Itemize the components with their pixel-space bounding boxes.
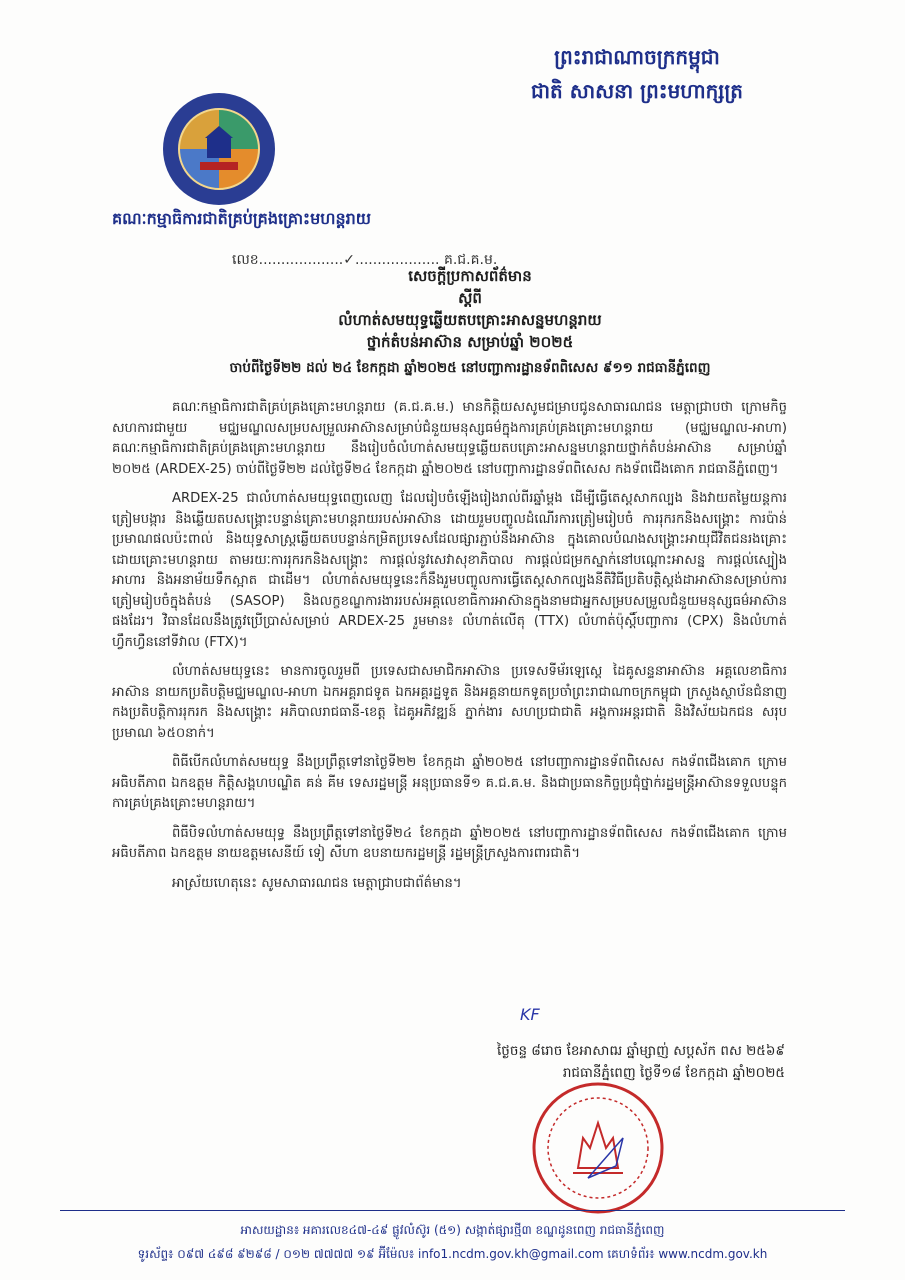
lunar-date: ថ្ងៃចន្ទ ៨រោច ខែអាសាឍ ឆ្នាំម្សាញ់ សប្តស័ក ពស ២៥៦៩: [497, 1043, 785, 1059]
kingdom-line-2: ជាតិ សាសនា ព្រះមហាក្សត្រ: [531, 79, 743, 103]
title-line-4: ថ្នាក់តំបន់អាស៊ាន សម្រាប់ឆ្នាំ ២០២៥: [366, 333, 574, 351]
document-body: [112, 398, 787, 903]
paragraph-3: លំហាត់សមយុទ្ធនេះ មានការចូលរួមពី ប្រទេសជាសមាជិកអាស៊ាន ប្រទេសទីម័រឡេស្តេ ដៃគូសន្ទនាអាស៊ាន អគ្គលេខាធិការអាស៊ាន នាយកប្រតិបត្តិមជ្ឈមណ្ឌល-អាហា ឯកអគ្គរាជទូត ឯកអគ្គរដ្ឋទូត និងអគ្គនាយកទូតប្រចាំព្រះរាជាណាចក្រកម្ពុជា ក្រសួងស្ថាប័នជំនាញ កងប្រតិបត្តិការរុករក និងសង្គ្រោះ អភិបាលរាជធានី-ខេត្ត ដៃគូអភិវឌ្ឍន៍ ភ្នាក់ងារ សហប្រជាជាតិ អង្គការអន្តរជាតិ និងវិស័យឯកជន សរុបប្រមាណ ៦៥០នាក់។: [112, 664, 787, 741]
paragraph-2: ARDEX-25 ជាលំហាត់សមយុទ្ធពេញលេញ ដែលរៀបចំឡើងរៀងរាល់ពីរឆ្នាំម្តង ដើម្បីធ្វើតេស្តសាកល្បង និងវាយតម្លៃយន្តការត្រៀមបង្ការ និងឆ្លើយតបសង្គ្រោះបន្ទាន់គ្រោះមហន្តរាយរបស់អាស៊ាន ដោយរួមបញ្ចូលដំណើរការត្រៀមរៀបចំ ការរុករកនិងសង្គ្រោះ ការប៉ាន់ប្រមាណផលប៉ះពាល់ និងយុទ្ធសាស្ត្រឆ្លើយតបបន្ទាន់កម្រិតប្រទេសដែលផ្សារភ្ជាប់នឹងអាស៊ាន ក្នុងគោលបំណងសង្គ្រោះអាយុជីវិតជនរងគ្រោះដោយគ្រោះមហន្តរាយ តាមរយៈការរុករកនិងសង្គ្រោះ ការផ្តល់នូវសេវាសុខាភិបាល ការផ្តល់ជម្រកស្នាក់នៅបណ្តោះអាសន្ន ការផ្តល់ស្បៀងអាហារ និងអនាម័យទឹកស្អាត ជាដើម។ លំហាត់សមយុទ្ធនេះក៏នឹងរួមបញ្ចូលការធ្វើតេស្តសាកល្បងនីតិវិធីប្រតិបត្តិស្តង់ដាអាស៊ានសម្រាប់ការត្រៀមរៀបចំក្នុងតំបន់ (SASOP) និងលក្ខខណ្ឌការងាររបស់អគ្គលេខាធិការអាស៊ានក្នុងនាមជាអ្នកសម្របសម្រួលជំនួយមនុស្សធម៌អាស៊ានផងដែរ។ វិធានដែលនឹងត្រូវប្រើប្រាស់សម្រាប់ ARDEX-25 រួមមាន៖ លំហាត់លើតុ (TTX) លំហាត់ប៉ុស្តិ៍បញ្ជាការ (CPX) និងលំហាត់ហ្វឹកហ្វឺននៅទីវាល (FTX)។: [112, 491, 787, 650]
title-line-1: សេចក្តីប្រកាសព័ត៌មាន: [408, 267, 532, 285]
footer-address: អាសយដ្ឋាន៖ អគារលេខ៤៧-៤៩ ផ្លូវលំស៊ូរ (៥១) សង្កាត់ផ្សារថ្មី៣ ខណ្ឌដូនពេញ រាជធានីភ្នំពេញ: [240, 1223, 665, 1237]
kingdom-header: [487, 40, 787, 108]
paragraph-6: អាស្រ័យហេតុនេះ សូមសាធារណជន មេត្តាជ្រាបជាព័ត៌មាន។: [172, 875, 462, 891]
paragraph-1: គណៈកម្មាធិការជាតិគ្រប់គ្រងគ្រោះមហន្តរាយ (គ.ជ.គ.ម.) មានកិត្តិយសសូមជម្រាបជូនសាធារណជន មេត្តាជ្រាបថា ក្រោមកិច្ចសហការជាមួយ មជ្ឈមណ្ឌលសម្របសម្រួលអាស៊ានសម្រាប់ជំនួយមនុស្សធម៌ក្នុងការគ្រប់គ្រងគ្រោះមហន្តរាយ (មជ្ឈមណ្ឌល-អាហា) គណៈកម្មាធិការជាតិគ្រប់គ្រងគ្រោះមហន្តរាយ នឹងរៀបចំលំហាត់សមយុទ្ធឆ្លើយតបគ្រោះអាសន្នមហន្តរាយថ្នាក់តំបន់អាស៊ាន សម្រាប់ឆ្នាំ ២០២៥ (ARDEX-25) ចាប់ពីថ្ងៃទី២២ ដល់ថ្ងៃទី២៤ ខែកក្កដា ឆ្នាំ២០២៥ នៅបញ្ជាការដ្ឋានទ័ពពិសេស កងទ័ពជើងគោក រាជធានីភ្នំពេញ។: [112, 400, 787, 477]
paragraph-5: ពិធីបិទលំហាត់សមយុទ្ធ នឹងប្រព្រឹត្តទៅនាថ្ងៃទី២៤ ខែកក្កដា ឆ្នាំ២០២៥ នៅបញ្ជាការដ្ឋានទ័ពពិសេស កងទ័ពជើងគោក ក្រោមអធិបតីភាព ឯកឧត្តម នាយឧត្តមសេនីយ៍ ទៀ សីហា ឧបនាយករដ្ឋមន្ត្រី រដ្ឋមន្ត្រីក្រសួងការពារជាតិ។: [112, 825, 787, 861]
ncdm-logo-icon: [160, 90, 278, 208]
organization-name: គណៈកម្មាធិការជាតិគ្រប់គ្រងគ្រោះមហន្តរាយ: [112, 209, 372, 228]
footer-contact: ទូរស័ព្ទ៖ ០៩៧ ៤៩៨ ៩២៩៨ / ០១២ ៧៧៧៧ ១៩ អ៊ីម៉ែល៖ info1.ncdm.gov.kh@gmail.com គេហទំព័រ៖ www.ncdm.gov.kh: [137, 1247, 768, 1261]
footer-divider: [60, 1210, 845, 1211]
reference-number: លេខ...................✓................... គ.ជ.គ.ម.: [232, 252, 498, 268]
official-seal-icon: [528, 1078, 668, 1218]
footer: [60, 1218, 845, 1266]
title-dates: ចាប់ពីថ្ងៃទី២២ ដល់ ២៤ ខែកក្កដា ឆ្នាំ២០២៥ នៅបញ្ជាការដ្ឋានទ័ពពិសេស ៩១១ រាជធានីភ្នំពេញ: [229, 360, 711, 376]
handwritten-initials: KF: [520, 1005, 540, 1024]
kingdom-line-1: ព្រះរាជាណាចក្រកម្ពុជា: [554, 45, 720, 69]
solar-date: រាជធានីភ្នំពេញ ថ្ងៃទី១៨ ខែកក្កដា ឆ្នាំ២០២៥: [562, 1065, 785, 1081]
document-title: [160, 265, 780, 379]
title-line-3: លំហាត់សមយុទ្ធឆ្លើយតបគ្រោះអាសន្នមហន្តរាយ: [338, 311, 602, 329]
title-line-2: ស្តីពី: [458, 289, 482, 307]
paragraph-4: ពិធីបើកលំហាត់សមយុទ្ធ នឹងប្រព្រឹត្តទៅនាថ្ងៃទី២២ ខែកក្កដា ឆ្នាំ២០២៥ នៅបញ្ជាការដ្ឋានទ័ពពិសេស កងទ័ពជើងគោក ក្រោមអធិបតីភាព ឯកឧត្តម កិត្តិសង្គហបណ្ឌិត គន់ គីម ទេសរដ្ឋមន្ត្រី អនុប្រធានទី១ គ.ជ.គ.ម. និងជាប្រធានកិច្ចប្រជុំថ្នាក់រដ្ឋមន្ត្រីអាស៊ានទទួលបន្ទុកការគ្រប់គ្រងគ្រោះមហន្តរាយ។: [112, 755, 787, 811]
